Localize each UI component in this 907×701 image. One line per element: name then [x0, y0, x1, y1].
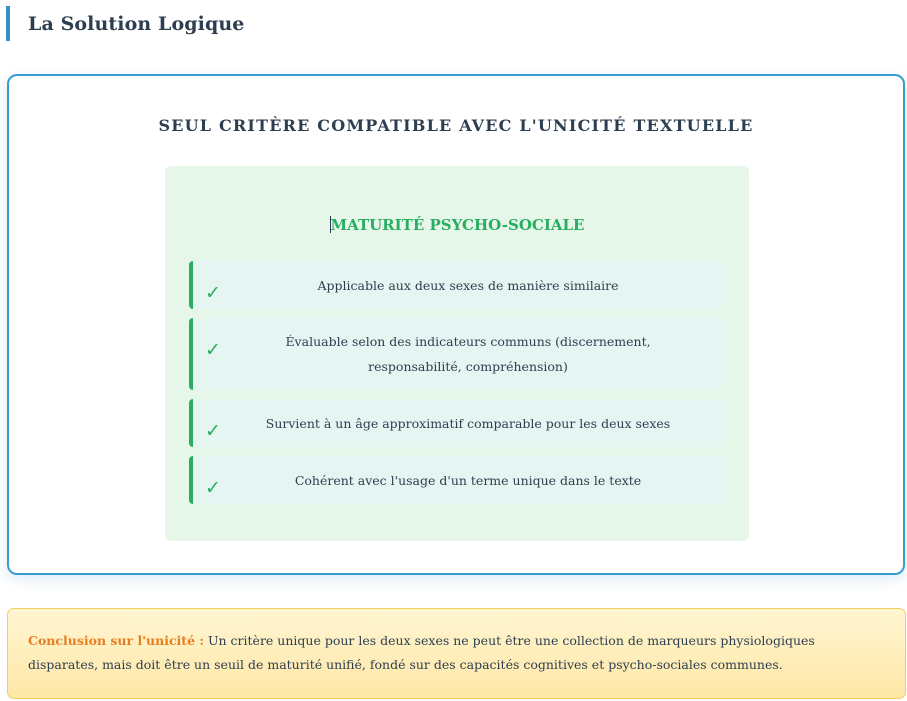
criterion-text: Évaluable selon des indicateurs communs (discernement, responsabilité, compréhension)	[285, 334, 651, 374]
criterion-item	[189, 456, 723, 504]
maturity-heading	[165, 216, 749, 234]
conclusion-text: Un critère unique pour les deux sexes ne peut être une collection de marqueurs physiologiques disparates, mais doit être un seuil de maturité unifié, fondé sur des capacités cognitives et psycho-sociales communes.	[28, 633, 815, 672]
criterion-item	[189, 318, 723, 390]
criterion-item	[189, 399, 723, 447]
criterion-text: Cohérent avec l'usage d'un terme unique dans le texte	[294, 472, 642, 488]
criterion-text: Survient à un âge approximatif comparable pour les deux sexes	[265, 415, 671, 431]
conclusion-box	[7, 608, 906, 699]
checkmark-icon: ✓	[205, 339, 221, 361]
section-title: La Solution Logique	[28, 12, 245, 35]
section-heading	[6, 6, 244, 41]
criterion-item	[189, 261, 723, 309]
criteria-card	[7, 74, 905, 575]
conclusion-label: Conclusion sur l'unicité :	[28, 633, 205, 648]
maturity-box	[165, 166, 749, 541]
maturity-title: MATURITÉ PSYCHO-SOCIALE	[330, 216, 585, 234]
card-title: SEUL CRITÈRE COMPATIBLE AVEC L'UNICITÉ TEXTUELLE	[158, 116, 754, 135]
checkmark-icon: ✓	[205, 477, 221, 499]
criterion-text: Applicable aux deux sexes de manière similaire	[317, 277, 619, 293]
checkmark-icon: ✓	[205, 420, 221, 442]
criteria-list	[189, 261, 723, 513]
checkmark-icon: ✓	[205, 282, 221, 304]
